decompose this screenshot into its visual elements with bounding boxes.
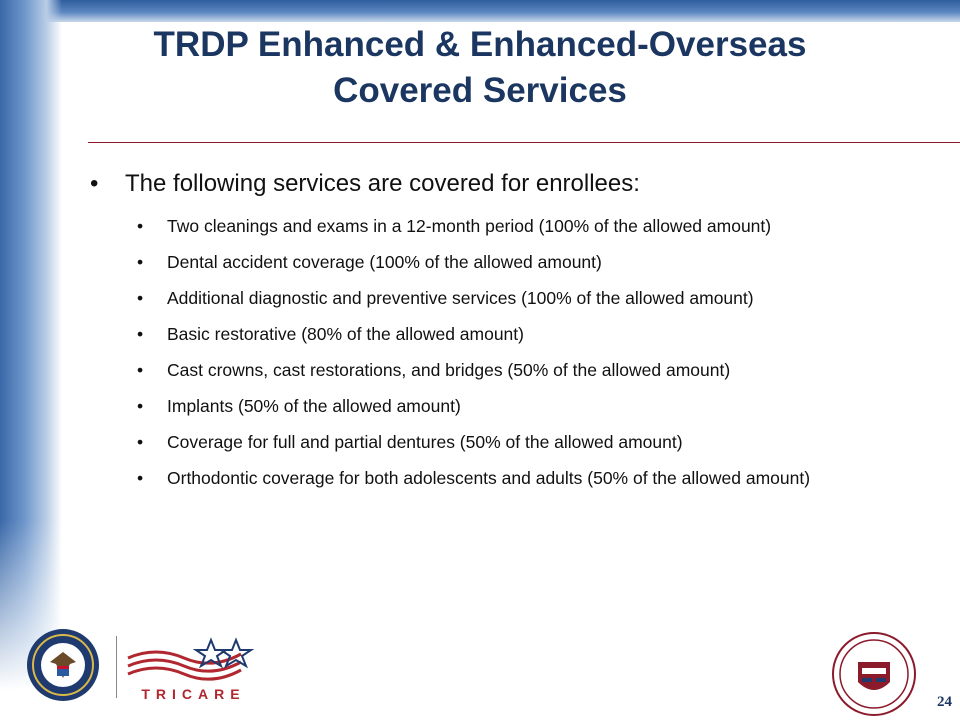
bullet-icon: • [137,252,144,272]
list-item-text: Additional diagnostic and preventive services (100% of the allowed amount) [167,288,754,308]
list-item-text: Two cleanings and exams in a 12-month period (100% of the allowed amount) [167,216,772,236]
bullet-icon: • [137,396,144,416]
lead-text: The following services are covered for enrollees: [125,170,640,197]
lead-bullet [90,168,910,200]
bullet-icon: • [90,170,99,197]
dod-seal-icon [26,628,100,702]
list-item [90,322,910,346]
page-number: 24 [937,694,952,710]
list-item-text: Implants (50% of the allowed amount) [167,396,461,416]
bullet-icon: • [137,432,144,452]
list-item [90,430,910,454]
bullet-icon: • [137,216,144,236]
list-item-text: Basic restorative (80% of the allowed amount) [167,324,524,344]
logo-divider [116,636,117,698]
list-item-text: Orthodontic coverage for both adolescents and adults (50% of the allowed amount) [167,468,811,488]
title-divider [88,142,960,143]
list-item [90,466,910,490]
tricare-university-seal-icon [832,632,916,716]
list-item [90,358,910,382]
slide-title [70,22,890,114]
slide-title-line-2: Covered Services [333,71,627,110]
bullet-icon: • [137,468,144,488]
slide-body [90,168,910,502]
list-item [90,394,910,418]
slide-title-line-1: TRDP Enhanced & Enhanced-Overseas [153,25,807,64]
list-item [90,250,910,274]
bullet-icon: • [137,288,144,308]
bullet-icon: • [137,360,144,380]
list-item [90,286,910,310]
tricare-logo-icon [126,636,261,686]
top-decorative-band [0,0,960,22]
list-item-text: Cast crowns, cast restorations, and bridges (50% of the allowed amount) [167,360,731,380]
list-item [90,214,910,238]
covered-services-list [90,214,910,490]
tricare-logo-text: TRICARE [141,686,246,702]
footer-logos [26,628,266,708]
list-item-text: Dental accident coverage (100% of the allowed amount) [167,252,602,272]
bullet-icon: • [137,324,144,344]
list-item-text: Coverage for full and partial dentures (50% of the allowed amount) [167,432,683,452]
